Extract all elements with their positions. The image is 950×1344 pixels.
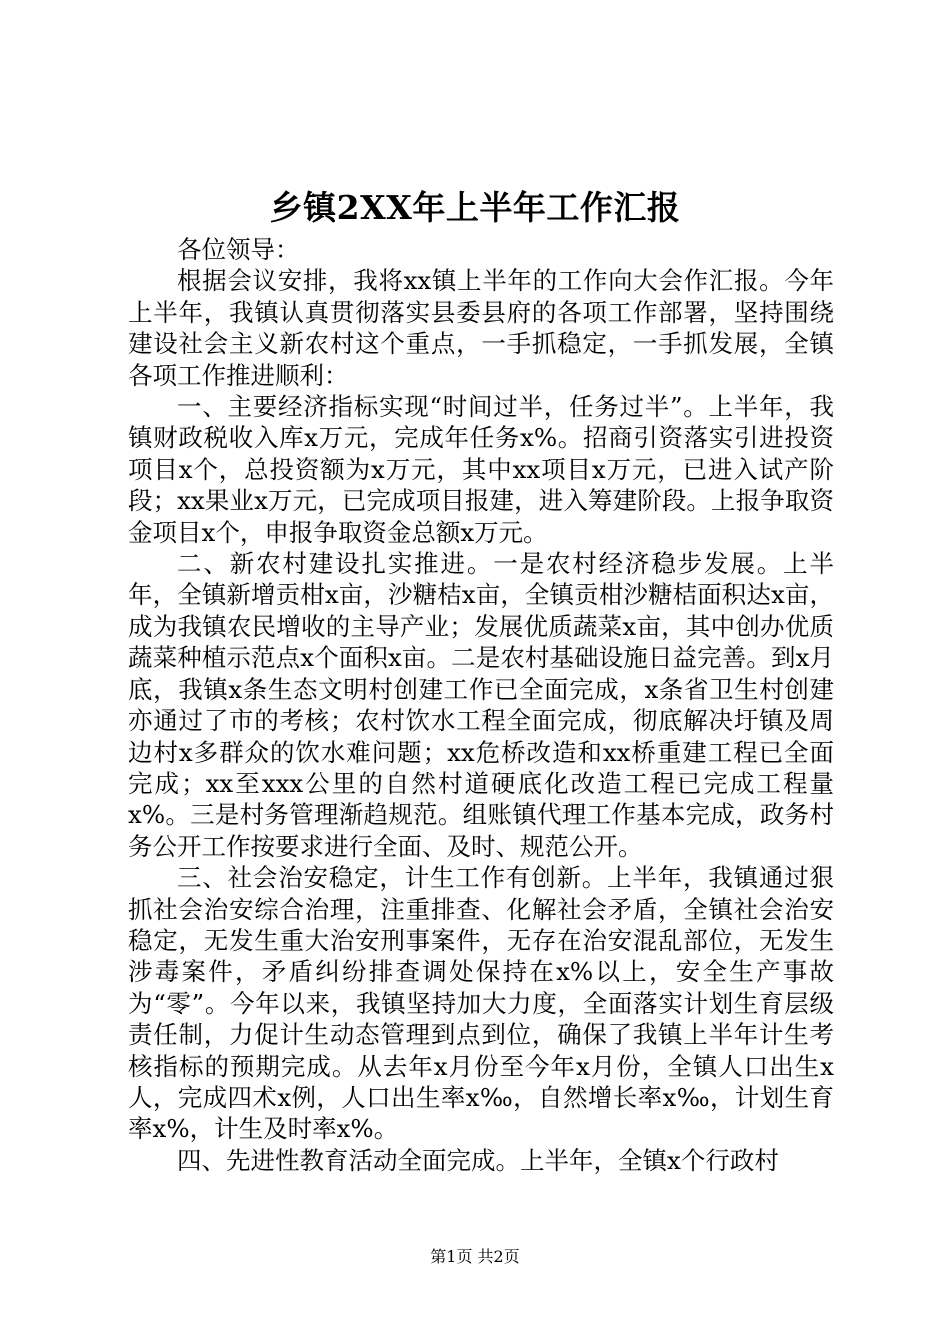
paragraph-public-security: 三、社会治安稳定，计生工作有创新。上半年，我镇通过狠抓社会治安综合治理，注重排查、化解社会矛盾，全镇社会治安稳定，无发生重大治安刑事案件，无存在治安混乱部位，无发生涉毒案件，矛盾纠纷排查调处保持在x%以上，安全生产事故为“零”。今年以来，我镇坚持加大力度，全面落实计划生育层级责任制，力促计生动态管理到点到位，确保了我镇上半年计生考核指标的预期完成。从去年x月份至今年x月份，全镇人口出生x人，完成四术x例，人口出生率x‰，自然增长率x‰，计划生育率x%，计生及时率x%。 (128, 863, 834, 1144)
paragraph-economy: 一、主要经济指标实现“时间过半，任务过半”。上半年，我镇财政税收入库x万元，完成年任务x%。招商引资落实引进投资项目x个，总投资额为x万元，其中xx项目x万元，已进入试产阶段；xx果业x万元，已完成项目报建，进入筹建阶段。上报争取资金项目x个，申报争取资金总额x万元。 (128, 392, 834, 547)
paragraph-education: 四、先进性教育活动全面完成。上半年，全镇x个行政村 (177, 1145, 779, 1175)
salutation: 各位领导： (177, 235, 300, 264)
page-footer: 第1页 共2页 (430, 1247, 520, 1266)
document-title: 乡镇2XX年上半年工作汇报 (269, 188, 681, 227)
document-body (128, 234, 834, 1176)
paragraph-new-countryside: 二、新农村建设扎实推进。一是农村经济稳步发展。上半年，全镇新增贡柑x亩，沙糖桔x亩，全镇贡柑沙糖桔面积达x亩，成为我镇农民增收的主导产业；发展优质蔬菜x亩，其中创办优质蔬菜种植示范点x个面积x亩。二是农村基础设施日益完善。到x月底，我镇x条生态文明村创建工作已全面完成，x条省卫生村创建亦通过了市的考核；农村饮水工程全面完成，彻底解决圩镇及周边村x多群众的饮水难问题；xx危桥改造和xx桥重建工程已全面完成；xx至xxx公里的自然村道硬底化改造工程已完成工程量x%。三是村务管理渐趋规范。组账镇代理工作基本完成，政务村务公开工作按要求进行全面、及时、规范公开。 (128, 549, 834, 861)
paragraph-intro: 根据会议安排，我将xx镇上半年的工作向大会作汇报。今年上半年，我镇认真贯彻落实县委县府的各项工作部署，坚持围绕建设社会主义新农村这个重点，一手抓稳定，一手抓发展，全镇各项工作推进顺利： (128, 266, 834, 390)
